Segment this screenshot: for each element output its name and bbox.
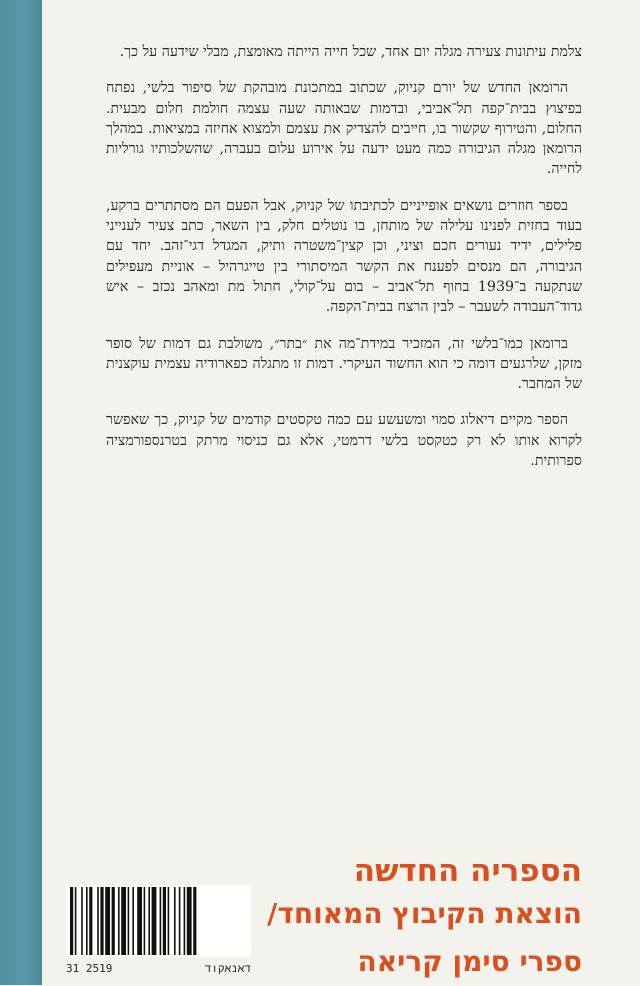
barcode-label: דאנאקוד: [204, 962, 251, 975]
blurb-text: [106, 42, 582, 487]
publisher-house-name: הוצאת הקיבוץ המאוחד/: [267, 897, 582, 930]
blurb-paragraph-5: הספר מקיים דיאלוג סמוי ומשעשע עם כמה טקסטים קודמים של קניוק, כך שאפשר לקרוא אותו לא רק כטקסט בלשי דרמטי, אלא גם כניסוי מרתק בטרנספורמציה ספרותית.: [106, 412, 582, 470]
publisher-imprint-name: ספרי סימן קריאה: [357, 945, 582, 978]
publisher-series-name: הספריה החדשה: [353, 853, 582, 889]
book-spine: [0, 0, 42, 985]
blurb-paragraph-4: ברומאן כמו־בלשי זה, המזכיר במידת־מה את ״בתר״, משולבת גם דמות של סופר מזקן, שלרגעים דומה כי הוא החשוד העיקרי. דמות זו מתגלה כפארודיה עצמית עוקצנית של המחבר.: [106, 335, 582, 393]
blurb-paragraph-1: צלמת עיתונות צעירה מגלה יום אחד, שכל חייה הייתה מאומצת, מבלי שידעה על כך.: [119, 44, 582, 60]
barcode-icon: [66, 885, 251, 957]
blurb-paragraph-2: הרומאן החדש של יורם קניוק, שכתוב במתכונת מובהקת של סיפור בלשי, נפתח בפיצוץ בבית־קפה תל־אביבי, ובדמות שבאותה שעה עצמה חולמת חלום מבעית. החלום, והטירוף שקשור בו, חייבים להצדיק את עצמם ולמצוא אחיזה במציאות. במהלך הרומאן מגלה הגיבורה כמה מעט ידעה על אירוע עלום בעברה, שהשלכותיו גורליות לחייה.: [106, 80, 582, 178]
barcode-caption: [66, 962, 251, 976]
barcode-number: 31 2519: [66, 962, 113, 975]
blurb-paragraph-3: בספר חוזרים נושאים אופייניים לכתיבתו של קניוק, אבל הפעם הם מסתתרים ברקע, בעוד בחזית לפנינו עלילה של מותחן, בו נוטלים חלק, בין השאר, כתב צעיר לענייני פלילים, ידיד נעורים חכם וציני, וכן קצין־משטרה ותיק, המגדל דגי־זהב. יחד עם הגיבורה, הם מנסים לפענח את הקשר המיסתורי בין טייגרהיל – אוניית מעפילים שנתקעה ב־1939 בחוף תל־אביב – בום על־קולי, חתול מת ומאהב נכזב – איש גדוד־העבודה לשעבר – לבין הרצח בבית־הקפה.: [106, 197, 582, 316]
